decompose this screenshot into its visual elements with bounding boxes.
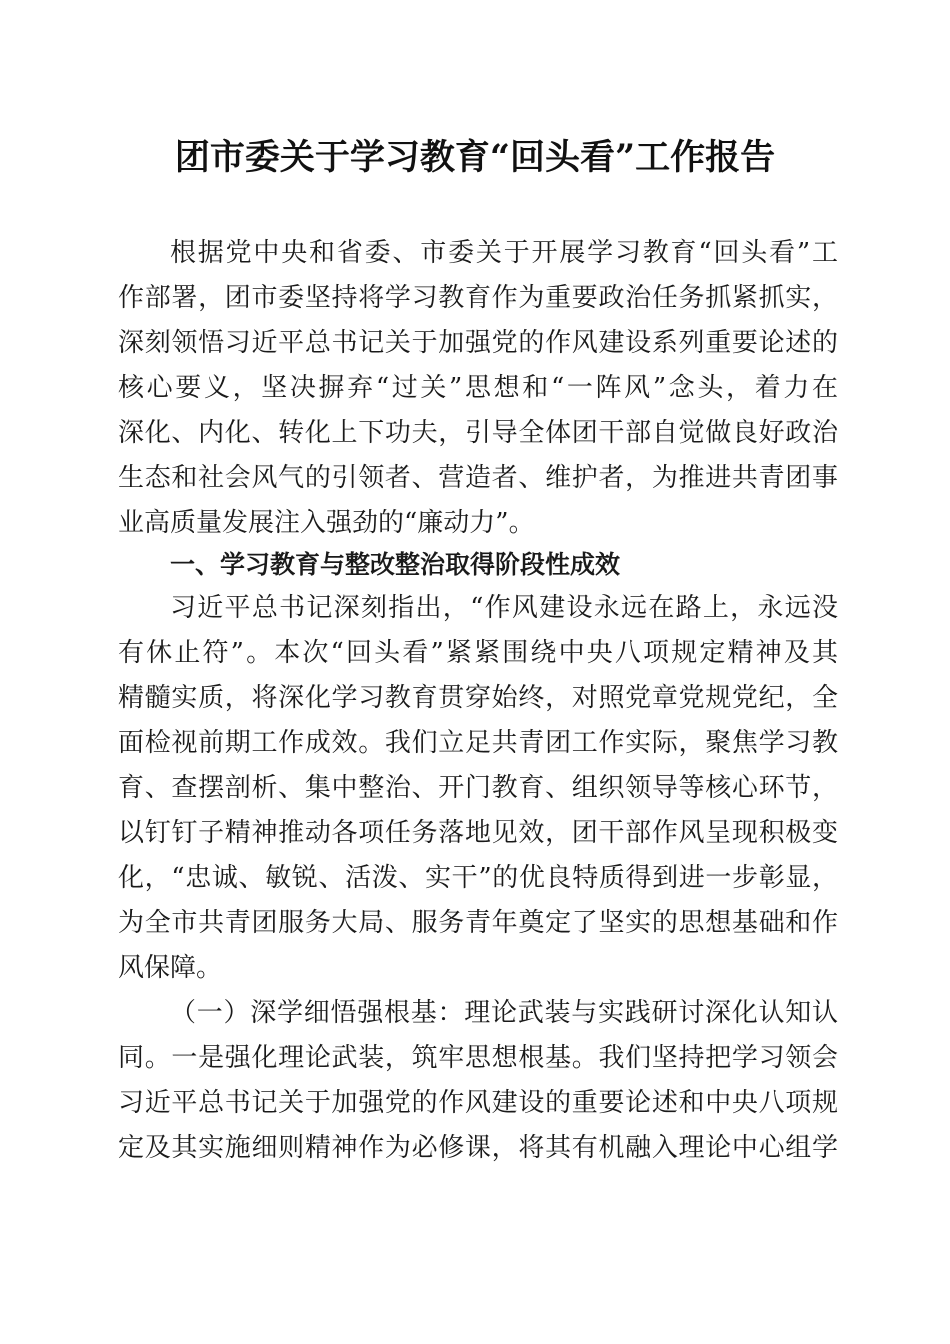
intro-line: 业高质量发展注入强劲的“廉动力”。 [118,508,535,538]
subsection-line: （一）深学细悟强根基：理论武装与实践研讨深化认知认 [170,998,838,1028]
subsection-line: 定及其实施细则精神作为必修课，将其有机融入理论中心组学 [118,1133,838,1163]
section-line: 习近平总书记深刻指出，“作风建设永远在路上，永远没 [170,593,838,623]
subsection-line: 同。一是强化理论武装，筑牢思想根基。我们坚持把学习领会 [118,1043,838,1073]
section-line: 精髓实质，将深化学习教育贯穿始终，对照党章党规党纪，全 [118,683,838,713]
section-line: 有休止符”。本次“回头看”紧紧围绕中央八项规定精神及其 [118,638,838,668]
document-title: 团市委关于学习教育“回头看”工作报告 [174,137,776,178]
section-line: 为全市共青团服务大局、服务青年奠定了坚实的思想基础和作 [118,908,838,938]
intro-line: 根据党中央和省委、市委关于开展学习教育“回头看”工 [170,238,838,268]
intro-line: 生态和社会风气的引领者、营造者、维护者，为推进共青团事 [118,463,838,493]
section-line: 风保障。 [118,953,223,983]
section-heading: 一、学习教育与整改整治取得阶段性成效 [170,550,621,579]
intro-line: 深化、内化、转化上下功夫，引导全体团干部自觉做良好政治 [118,418,838,448]
section-line: 育、查摆剖析、集中整治、开门教育、组织领导等核心环节， [118,773,838,803]
section-line: 面检视前期工作成效。我们立足共青团工作实际，聚焦学习教 [118,728,838,758]
section-line: 化，“忠诚、敏锐、活泼、实干”的优良特质得到进一步彰显， [118,863,838,893]
intro-line: 深刻领悟习近平总书记关于加强党的作风建设系列重要论述的 [118,328,838,358]
intro-line: 作部署，团市委坚持将学习教育作为重要政治任务抓紧抓实， [118,283,838,313]
subsection-line: 习近平总书记关于加强党的作风建设的重要论述和中央八项规 [118,1088,838,1118]
section-line: 以钉钉子精神推动各项任务落地见效，团干部作风呈现积极变 [118,818,838,848]
intro-line: 核心要义，坚决摒弃“过关”思想和“一阵风”念头，着力在 [118,373,838,403]
